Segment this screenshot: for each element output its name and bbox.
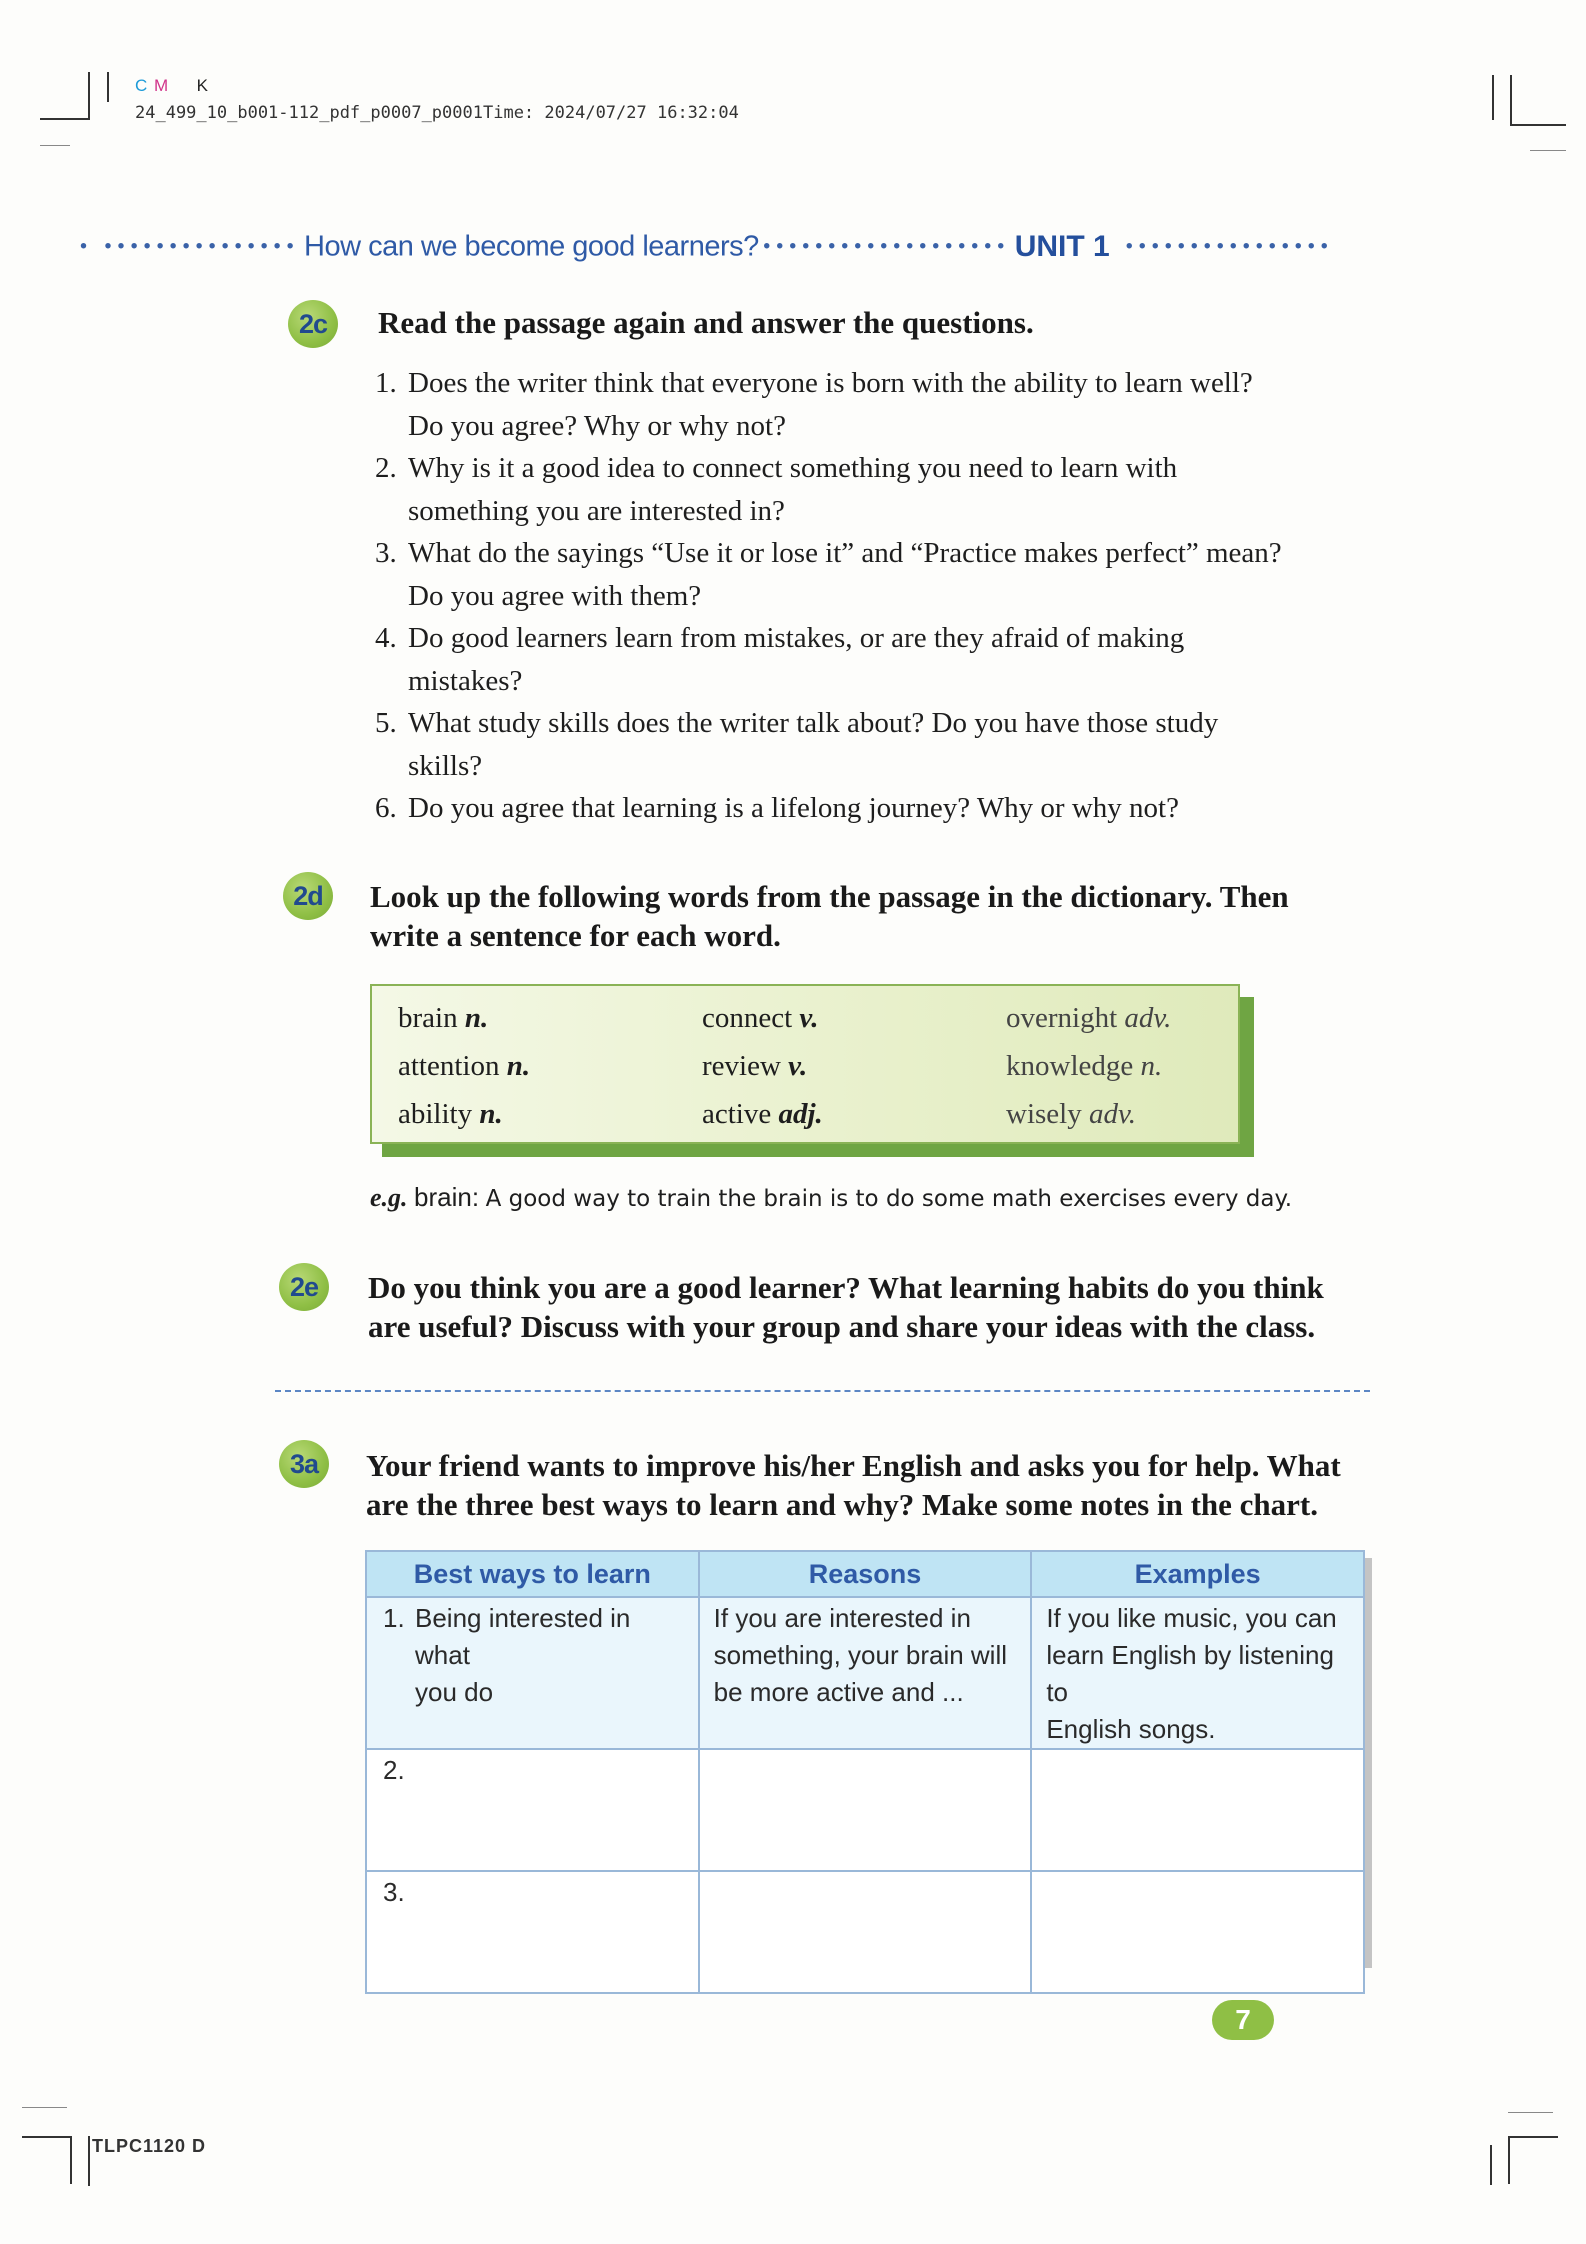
vocab-word: review v. [702,1050,808,1082]
chart-cell-example[interactable] [1031,1871,1364,1993]
crop-mark [22,2136,72,2138]
row-number: 1. [383,1603,405,1633]
question-item [375,617,1395,702]
cell-line: something, your brain will [713,1640,1008,1670]
question-item [375,447,1395,532]
crop-mark [70,2136,72,2184]
question-text: Do good learners learn from mistakes, or are they afraid of making [408,622,1185,654]
chart-header: Examples [1031,1551,1364,1597]
question-text: Does the writer think that everyone is born with the ability to learn well? [408,367,1253,399]
vocab-word: ability n. [398,1098,503,1130]
chart-cell-way[interactable] [366,1871,699,1993]
chart-header: Reasons [699,1551,1032,1597]
question-item [375,702,1395,787]
question-number: 4. [375,622,397,654]
header-dots: • ••••••••••••••• [80,235,300,258]
badge-2d: 2d [283,872,333,920]
question-number: 2. [375,452,397,484]
chart-cell-example [1031,1597,1364,1749]
instruction-line: Your friend wants to improve his/her English and asks you for help. What [366,1448,1341,1483]
badge-2c: 2c [288,300,338,348]
question-item [375,787,1395,830]
cell-line: If you like music, you can [1046,1603,1337,1633]
cell-line: If you are interested in [713,1603,971,1633]
cmyk-c: C [135,76,149,95]
crop-mark [1510,124,1566,126]
chart-cell-way [366,1597,699,1749]
crop-mark [1530,150,1566,151]
question-text: mistakes? [408,664,523,697]
chart-cell-reason [699,1597,1032,1749]
crop-mark [1508,2112,1553,2113]
instruction-3a [366,1446,1341,1524]
running-header [80,230,1520,270]
instruction-line: are useful? Discuss with your group and share your ideas with the class. [368,1309,1316,1344]
question-text: Why is it a good idea to connect something you need to learn with [408,452,1178,484]
example-word: brain: [414,1182,480,1212]
instruction-2e [368,1268,1324,1346]
question-text: Do you agree that learning is a lifelong journey? Why or why not? [408,792,1179,824]
header-dots: ••••••••••••••••••• [763,235,1011,258]
question-text: What study skills does the writer talk about? Do you have those study [408,707,1219,739]
crop-mark [107,72,109,102]
question-text: What do the sayings “Use it or lose it” and “Practice makes perfect” mean? [408,537,1282,569]
chart-row [366,1749,1364,1871]
chart-row [366,1597,1364,1749]
crop-mark [1490,2145,1492,2185]
vocab-word: wisely adv. [1006,1098,1136,1130]
crop-mark [1510,75,1512,125]
crop-mark [22,2107,67,2108]
cmyk-m: M [154,76,170,95]
vocab-word: knowledge n. [1006,1050,1163,1082]
crop-mark [88,2136,90,2186]
cmyk-k: K [196,76,209,95]
badge-3a: 3a [279,1440,329,1488]
question-item [375,362,1395,447]
vocab-box [370,984,1240,1144]
instruction-line: Do you think you are a good learner? What learning habits do you think [368,1270,1324,1305]
question-number: 1. [375,367,397,399]
chart-header-row [366,1551,1364,1597]
header-title: How can we become good learners? [304,230,759,263]
chart-row [366,1871,1364,1993]
unit-label: UNIT 1 [1014,230,1110,263]
chart-cell-example[interactable] [1031,1749,1364,1871]
question-number: 5. [375,707,397,739]
row-number: 3. [383,1877,405,1907]
instruction-2c: Read the passage again and answer the questions. [378,305,1034,340]
instruction-line: are the three best ways to learn and why? Make some notes in the chart. [366,1487,1319,1522]
chart-cell-reason[interactable] [699,1871,1032,1993]
crop-mark [40,145,70,146]
cell-line: English songs. [1046,1714,1216,1744]
question-text: Do you agree? Why or why not? [408,409,786,442]
vocab-word: connect v. [702,1002,819,1034]
instruction-line: write a sentence for each word. [370,918,781,953]
instruction-2d [370,877,1289,955]
question-text: something you are interested in? [408,494,785,527]
instruction-line: Look up the following words from the passage in the dictionary. Then [370,879,1289,914]
header-dots: •••••••••••••••• [1114,235,1334,258]
example-sentence [370,1182,1292,1213]
crop-mark [1492,75,1494,120]
chart-cell-reason[interactable] [699,1749,1032,1871]
question-list [375,362,1395,830]
notes-chart [365,1550,1365,1994]
chart-cell-way[interactable] [366,1749,699,1871]
question-text: skills? [408,749,483,782]
cell-line: Being interested in what [415,1603,631,1670]
print-slug: 24_499_10_b001-112_pdf_p0007_p0001Time: 2024/07/27 16:32:04 [135,103,739,123]
vocab-word: overnight adv. [1006,1002,1172,1034]
page-number: 7 [1212,2000,1274,2040]
cell-line: you do [415,1677,494,1707]
crop-mark [88,72,90,120]
vocab-word: brain n. [398,1002,489,1034]
footer-code: TLPC1120 D [92,2136,207,2156]
example-text: A good way to train the brain is to do some math exercises every day. [485,1186,1293,1212]
crop-mark [1508,2136,1510,2184]
row-number: 2. [383,1755,405,1785]
chart-header: Best ways to learn [366,1551,699,1597]
crop-mark [40,118,90,120]
question-item [375,532,1395,617]
example-label: e.g. [370,1183,408,1212]
vocab-word: attention n. [398,1050,531,1082]
section-divider [275,1390,1370,1392]
badge-2e: 2e [279,1263,329,1311]
cmyk-marks [135,78,209,93]
cell-line: learn English by listening to [1046,1640,1334,1707]
question-number: 3. [375,537,397,569]
vocab-word: active adj. [702,1098,823,1130]
crop-mark [1508,2136,1558,2138]
cell-line: be more active and ... [713,1677,964,1707]
question-number: 6. [375,792,397,824]
question-text: Do you agree with them? [408,579,702,612]
